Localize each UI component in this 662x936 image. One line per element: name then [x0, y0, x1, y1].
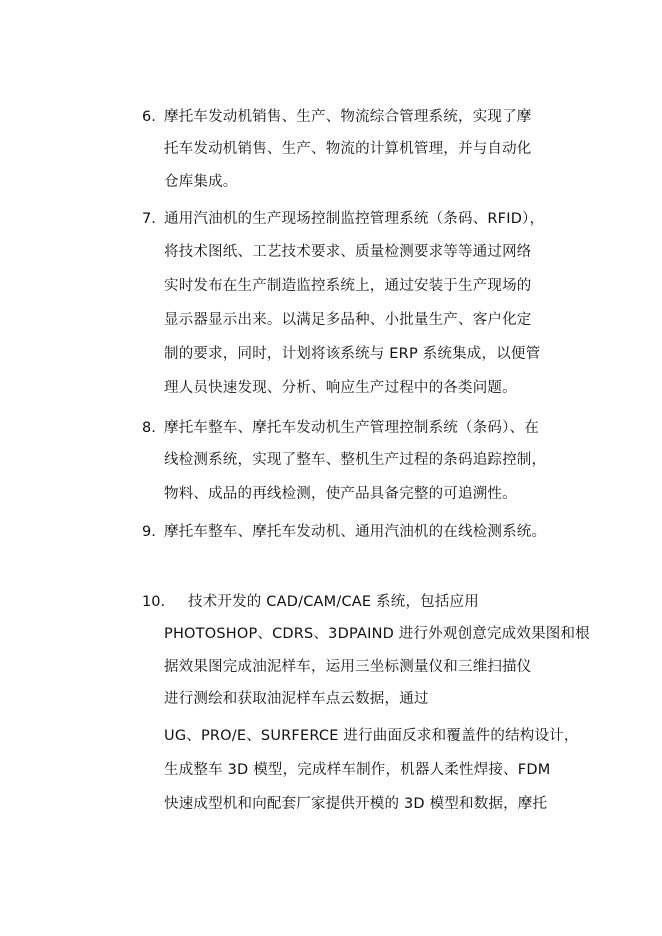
item-10-line-1: 技术开发的 CAD/CAM/CAE 系统，包括应用: [188, 594, 479, 610]
item-10-line-7: 快速成型机和向配套厂家提供开模的 3D 模型和数据，摩托: [164, 796, 548, 812]
item-6-number: 6.: [142, 109, 156, 125]
item-7-line-5: 制的要求，同时，计划将该系统与 ERP 系统集成，以便管: [164, 346, 541, 362]
item-7-line-2: 将技术图纸、工艺技术要求、质量检测要求等等通过网络: [164, 244, 532, 260]
item-8-line-1: 摩托车整车、摩托车发动机生产管理控制系统（条码）、在: [164, 420, 539, 436]
item-7-line-1: 通用汽油机的生产现场控制监控管理系统（条码、RFID），: [164, 211, 545, 227]
item-7-line-3: 实时发布在生产制造监控系统上，通过安装于生产现场的: [164, 278, 532, 294]
item-8-line-3: 物料、成品的再线检测，使产品具备完整的可追溯性。: [164, 486, 517, 502]
item-6-line-1: 摩托车发动机销售、生产、物流综合管理系统，实现了摩: [164, 109, 532, 125]
item-10-line-3: 据效果图完成油泥样车，运用三坐标测量仪和三维扫描仪: [164, 659, 532, 675]
item-6-line-2: 托车发动机销售、生产、物流的计算机管理，并与自动化: [164, 141, 532, 157]
item-7-line-6: 理人员快速发现、分析、响应生产过程中的各类问题。: [164, 380, 517, 396]
item-7-line-4: 显示器显示出来。以满足多品种、小批量生产、客户化定: [164, 312, 532, 328]
item-9-number: 9.: [142, 524, 156, 540]
item-10-line-2: PHOTOSHOP、CDRS、3DPAIND 进行外观创意完成效果图和根: [164, 626, 590, 642]
item-10-line-5: UG、PRO/E、SURFERCE 进行曲面反求和覆盖件的结构设计，: [164, 728, 579, 744]
item-10-number: 10.: [142, 594, 166, 610]
item-6-line-3: 仓库集成。: [164, 174, 238, 190]
item-8-line-2: 线检测系统，实现了整车、整机生产过程的条码追踪控制，: [164, 452, 547, 468]
item-7-number: 7.: [142, 211, 156, 227]
item-10-line-6: 生成整车 3D 模型，完成样车制作，机器人柔性焊接、FDM: [164, 762, 551, 778]
item-10-line-4: 进行测绘和获取油泥样车点云数据，通过: [164, 691, 429, 707]
item-8-number: 8.: [142, 420, 156, 436]
item-9-line-1: 摩托车整车、摩托车发动机、通用汽油机的在线检测系统。: [164, 524, 547, 540]
